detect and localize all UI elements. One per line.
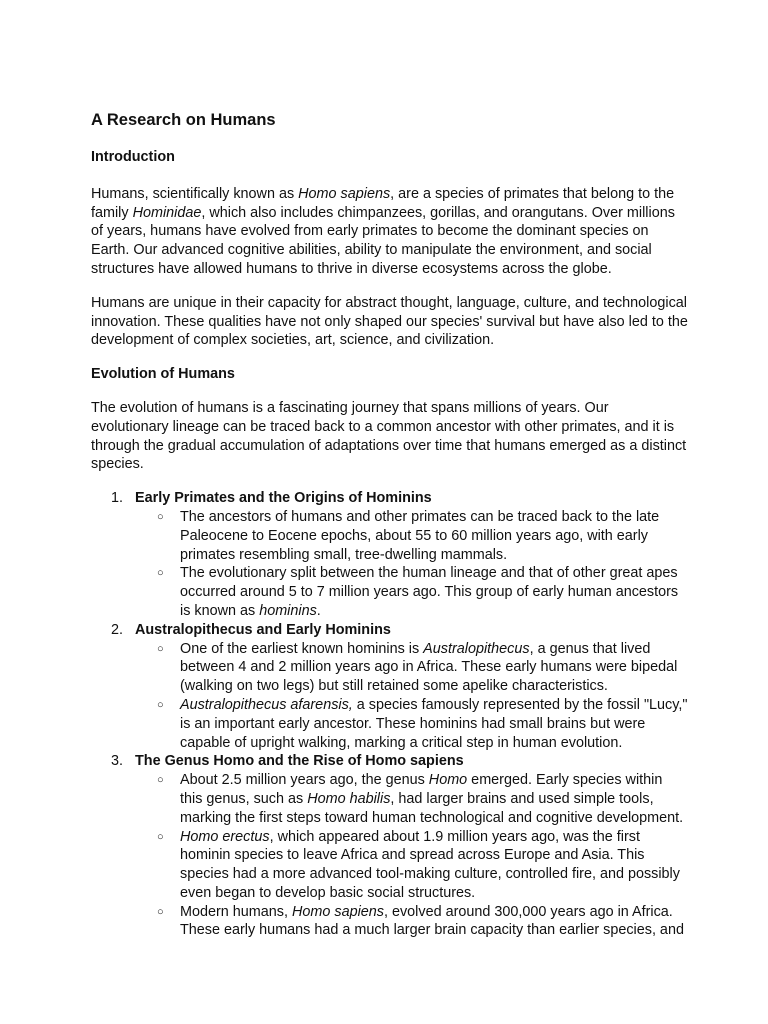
bullet-circle-icon: ○ <box>157 510 164 523</box>
sub-list-item <box>135 828 688 903</box>
sub-list <box>135 508 688 621</box>
italic-term: Homo sapiens <box>298 185 391 202</box>
italic-term: Homo sapiens <box>291 903 384 920</box>
bullet-circle-icon: ○ <box>157 567 164 580</box>
sub-list <box>135 640 688 753</box>
sub-list-text: The evolutionary split between the human lineage and that of other great apes occurred around 5 to 7 million years ago. This group of early human ancestors is known as hominins. <box>180 565 679 619</box>
intro-paragraph-1: Humans, scientifically known as Homo sapiens, are a species of primates that belong to the family Hominidae, which also includes chimpanzees, gorillas, and orangutans. Over millions of years, humans have evolved from early primates to become the dominant species on Earth. Our advanced cognitive abilities, ability to manipulate the environment, and social structures have allowed humans to thrive in diverse ecosystems across the globe. <box>91 185 675 277</box>
sub-list <box>135 771 688 940</box>
bullet-circle-icon: ○ <box>157 774 164 787</box>
sub-list-text: About 2.5 million years ago, the genus Homo emerged. Early species within this genus, such as Homo habilis, had larger brains and used simple tools, marking the first steps toward human technological and cognitive development. <box>180 772 684 826</box>
sub-list-item <box>135 640 688 696</box>
sub-list-item <box>135 564 688 620</box>
list-number: 2. <box>111 621 124 638</box>
section-heading-introduction: Introduction <box>91 149 175 165</box>
italic-term: Hominidae <box>132 204 202 221</box>
list-item-title: Australopithecus and Early Hominins <box>135 621 391 638</box>
sub-list-text: The ancestors of humans and other primates can be traced back to the late Paleocene to Eocene epochs, about 55 to 60 million years ago, with early primates resembling small, tree-dwelling mammals. <box>180 508 660 563</box>
list-item <box>91 752 688 940</box>
bullet-circle-icon: ○ <box>157 698 164 711</box>
sub-list-text: Modern humans, Homo sapiens, evolved around 300,000 years ago in Africa. These early humans had a much larger brain capacity than earlier species, and <box>180 903 684 939</box>
section-heading-evolution: Evolution of Humans <box>91 366 235 383</box>
sub-list-item <box>135 696 688 752</box>
italic-term: Australopithecus afarensis, <box>180 696 353 713</box>
italic-term: Homo habilis <box>307 790 391 807</box>
sub-list-item <box>135 771 688 827</box>
italic-term: Homo <box>428 772 468 789</box>
sub-list-item <box>135 903 688 941</box>
sub-list-text: One of the earliest known hominins is Australopithecus, a genus that lived between 4 and 2 million years ago in Africa. These early humans were bipedal (walking on two legs) but still retained some apelike characteristics. <box>180 640 678 695</box>
document-title: A Research on Humans <box>91 111 276 129</box>
italic-term: Homo erectus <box>180 828 270 845</box>
intro-paragraph-2: Humans are unique in their capacity for abstract thought, language, culture, and technological innovation. These qualities have not only shaped our species' survival but have also led to the development of complex societies, art, science, and civilization. <box>91 294 688 349</box>
list-item-title: Early Primates and the Origins of Hominins <box>135 490 432 507</box>
bullet-circle-icon: ○ <box>157 905 164 918</box>
bullet-circle-icon: ○ <box>157 642 164 655</box>
list-item <box>91 621 688 753</box>
sub-list-text: Australopithecus afarensis, a species famously represented by the fossil "Lucy," is an important early ancestor. These hominins had small brains but were capable of upright walking, marking a critical step in human evolution. <box>180 696 688 751</box>
evolution-list <box>91 489 688 940</box>
list-item-title: The Genus Homo and the Rise of Homo sapiens <box>135 753 464 770</box>
bullet-circle-icon: ○ <box>157 830 164 843</box>
list-item <box>91 489 688 621</box>
list-number: 3. <box>111 753 124 770</box>
sub-list-item <box>135 508 688 564</box>
sub-list-text: Homo erectus, which appeared about 1.9 million years ago, was the first hominin species to leave Africa and spread across Europe and Asia. This species had a more advanced tool-making culture, controlled fire, and possibly even began to develop basic social structures. <box>180 828 680 901</box>
list-number: 1. <box>111 490 124 507</box>
evolution-paragraph-1: The evolution of humans is a fascinating journey that spans millions of years. Our evolutionary lineage can be traced back to a common ancestor with other primates, and it is through the gradual accumulation of adaptations over time that humans emerged as a distinct species. <box>91 399 687 473</box>
italic-term: Australopithecus <box>423 640 530 657</box>
italic-term: hominins <box>259 602 317 619</box>
